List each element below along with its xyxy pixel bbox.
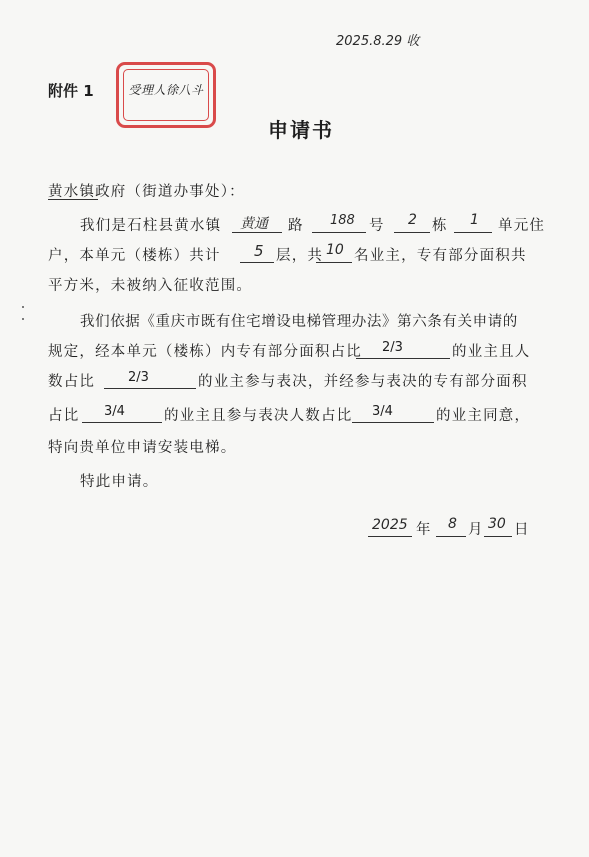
ratio-2: 2/3 (128, 370, 149, 385)
date-day-handwritten: 30 (488, 516, 506, 532)
ratio-3-underline (82, 422, 162, 423)
date-month-char: 月 (468, 522, 484, 538)
para2-line4-b: 的业主且参与表决人数占比 (164, 408, 353, 424)
page-title: 申请书 (268, 118, 334, 142)
ratio-4-underline (352, 422, 434, 423)
para1-line2-c: 名业主，专有部分面积共 (354, 248, 527, 264)
building-underline (394, 232, 430, 233)
unit-underline (454, 232, 492, 233)
red-stamp (116, 62, 216, 128)
floors-handwritten: 5 (254, 242, 264, 260)
addressee-underline (48, 199, 98, 200)
para1-line2-a: 户，本单元（楼栋）共计 (48, 248, 221, 264)
addressee-line (48, 180, 245, 201)
date-year-underline (368, 536, 412, 537)
para1-line3: 平方米，未被纳入征收范围。 (48, 278, 253, 294)
handwritten-received-date: 2025.8.29 收 (336, 34, 420, 49)
addressee-name: 黄水镇 (48, 184, 96, 200)
owners-handwritten: 10 (326, 242, 344, 258)
unit-handwritten: 1 (470, 212, 479, 228)
road-name-handwritten: 黄通 (240, 216, 268, 232)
date-year-char: 年 (416, 522, 432, 538)
date-day-underline (484, 536, 512, 537)
para1-line1-e: 单元住 (498, 218, 546, 234)
ratio-1-underline (356, 358, 450, 359)
ratio-1: 2/3 (382, 340, 403, 355)
para2-line4-c: 的业主同意， (436, 408, 531, 424)
para1-line1-c: 号 (369, 218, 385, 234)
para2-line4-a: 占比 (48, 408, 80, 424)
para2-line1: 我们依据《重庆市既有住宅增设电梯管理办法》第六条有关申请的 (80, 314, 518, 330)
para2-line5: 特向贵单位申请安装电梯。 (48, 440, 237, 456)
ratio-3: 3/4 (104, 404, 125, 419)
date-day-char: 日 (514, 522, 530, 538)
para2-line3-a: 数占比 (48, 374, 96, 390)
para2-line2-b: 的业主且人 (452, 344, 531, 360)
attachment-label: 附件 1 (48, 82, 94, 100)
date-month-handwritten: 8 (448, 516, 457, 532)
ratio-2-underline (104, 388, 196, 389)
para1-line2-b: 层，共 (276, 248, 324, 264)
stamp-handwriting: 受理人徐八斗 (128, 83, 204, 97)
addressee-rest: 政府（街道办事处）： (95, 184, 245, 200)
scan-speck (22, 318, 24, 320)
floors-underline (240, 262, 274, 263)
date-month-underline (436, 536, 466, 537)
ratio-4: 3/4 (372, 404, 393, 419)
house-number-handwritten: 188 (330, 213, 355, 228)
para1-line1-a: 我们是石柱县黄水镇 (80, 218, 222, 234)
date-year-handwritten: 2025 (372, 517, 408, 533)
closing-text: 特此申请。 (80, 474, 159, 490)
number-underline (312, 232, 366, 233)
owners-underline (316, 262, 352, 263)
road-underline (232, 232, 282, 233)
para2-line3-b: 的业主参与表决，并经参与表决的专有部分面积 (198, 374, 528, 390)
para1-line1-d: 栋 (432, 218, 448, 234)
scan-speck (22, 306, 24, 308)
para2-line2-a: 规定，经本单元（楼栋）内专有部分面积占比 (48, 344, 362, 360)
para1-line1-b: 路 (288, 218, 304, 234)
building-handwritten: 2 (408, 212, 417, 228)
